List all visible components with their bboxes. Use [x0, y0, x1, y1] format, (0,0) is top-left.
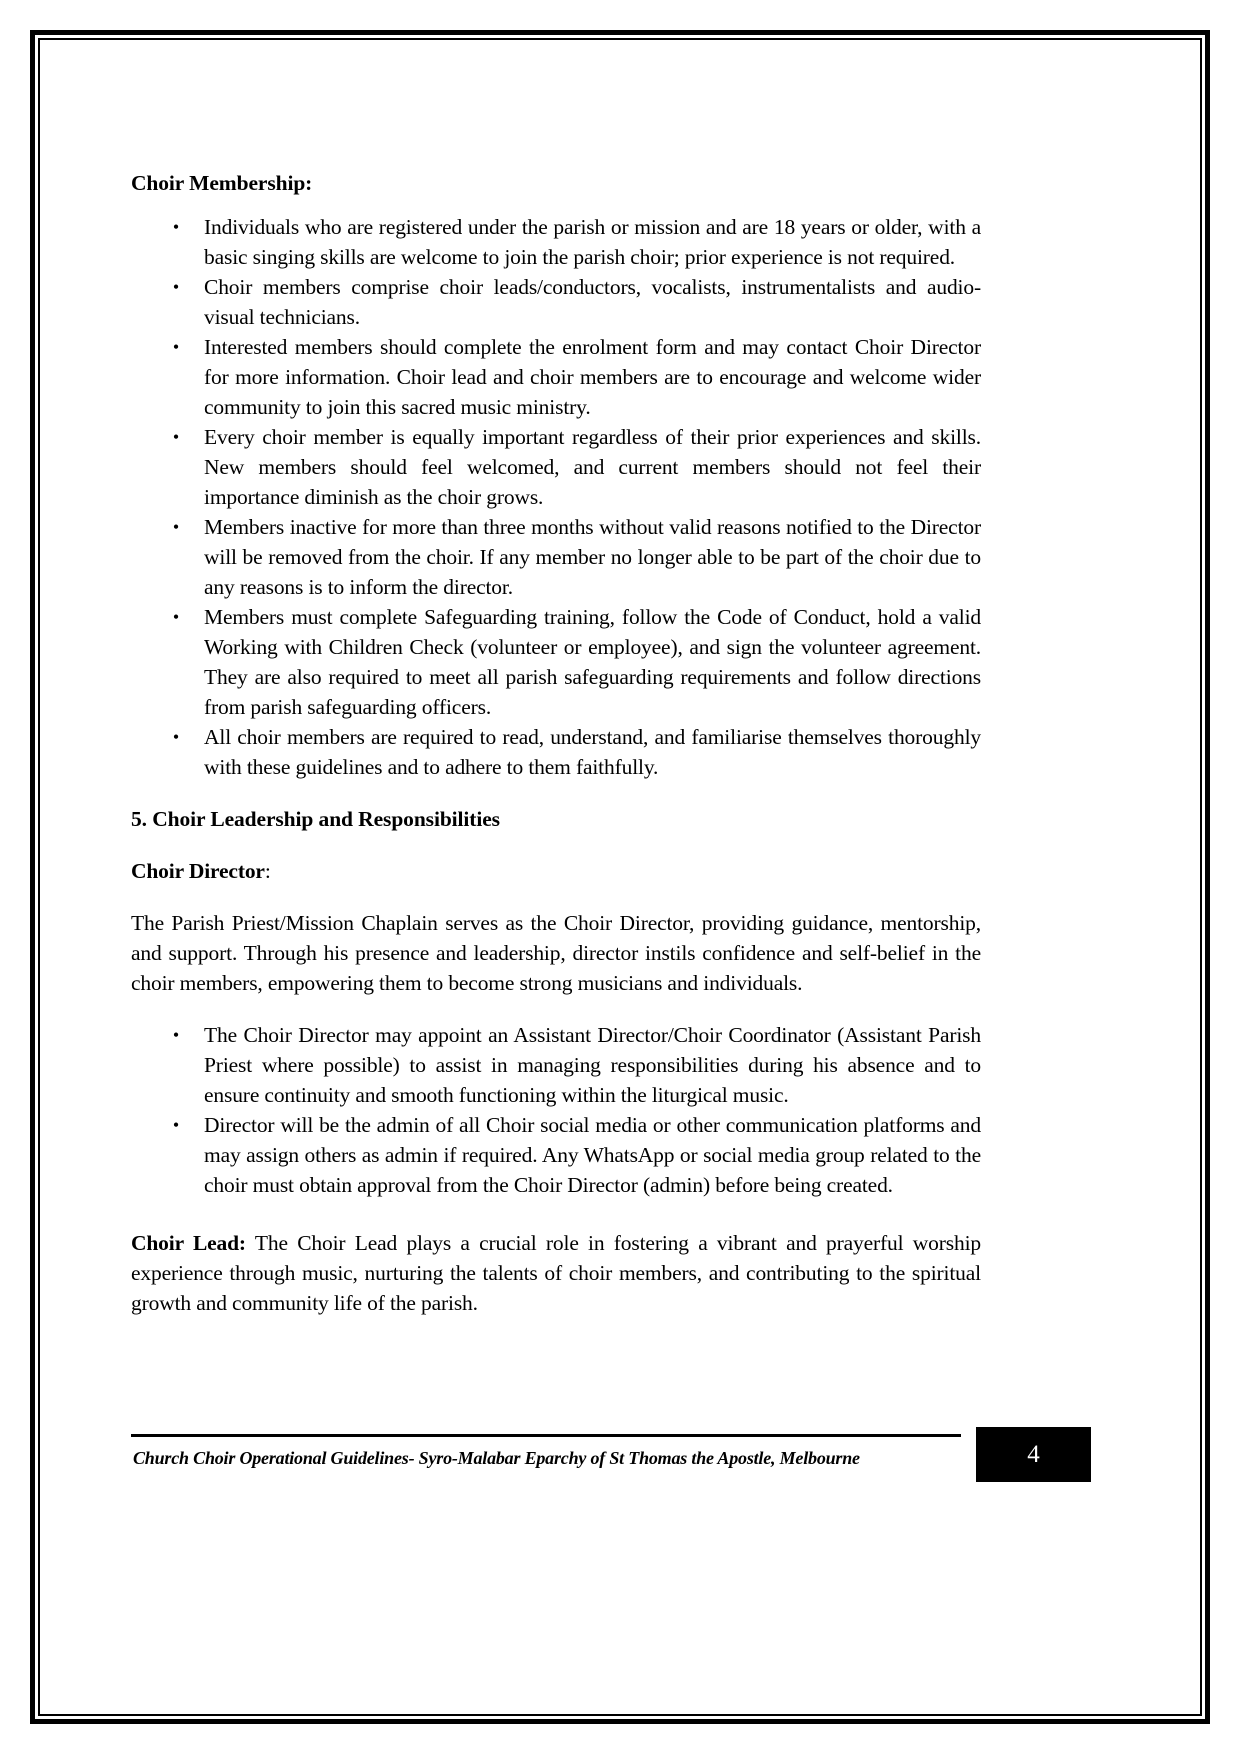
bullet-icon: •: [172, 277, 180, 297]
page-number-box: [976, 1427, 1091, 1482]
paragraph-choir-lead: [131, 1228, 981, 1318]
list-item-text: Choir members comprise choir leads/conductors, vocalists, instrumentalists and audio-visual technicians.: [204, 275, 981, 329]
list-item: [131, 602, 981, 722]
list-item-text: The Choir Director may appoint an Assistant Director/Choir Coordinator (Assistant Parish Priest where possible) to assist in managing responsibilities during his absence and to ensure continuity and smooth functioning within the liturgical music.: [204, 1023, 981, 1107]
bullet-icon: •: [172, 1115, 180, 1135]
choir-lead-body: The Choir Lead plays a crucial role in fostering a vibrant and prayerful worship experience through music, nurturing the talents of choir members, and contributing to the spiritual growth and community life of the parish.: [131, 1231, 981, 1315]
list-item-text: All choir members are required to read, understand, and familiarise themselves thoroughly with these guidelines and to adhere to them faithfully.: [204, 725, 981, 779]
list-item-text: Members must complete Safeguarding training, follow the Code of Conduct, hold a valid Working with Children Check (volunteer or employee), and sign the volunteer agreement. They are also required to meet all parish safeguarding requirements and follow directions from parish safeguarding officers.: [204, 605, 981, 719]
spacer: [131, 1200, 981, 1228]
bullet-icon: •: [172, 1025, 180, 1045]
page-number: 4: [1027, 1441, 1040, 1468]
choir-director-bullet-list: [131, 1020, 981, 1200]
page-content: [131, 168, 981, 1318]
spacer: [131, 198, 981, 212]
heading-choir-leadership: 5. Choir Leadership and Responsibilities: [131, 807, 500, 831]
heading-choir-director: [131, 856, 981, 886]
page-footer: [131, 1434, 1091, 1504]
list-item: [131, 1020, 981, 1110]
footer-caption: Church Choir Operational Guidelines- Syro-Malabar Eparchy of St Thomas the Apostle, Melbourne: [133, 1448, 860, 1468]
list-item: [131, 272, 981, 332]
list-item: [131, 332, 981, 422]
list-item: [131, 512, 981, 602]
bullet-icon: •: [172, 217, 180, 237]
list-item: [131, 212, 981, 272]
bullet-icon: •: [172, 607, 180, 627]
list-item-text: Every choir member is equally important regardless of their prior experiences and skills. New members should feel welcomed, and current members should not feel their importance diminish as the choir grows.: [204, 425, 981, 509]
list-item-text: Director will be the admin of all Choir social media or other communication platforms and may assign others as admin if required. Any WhatsApp or social media group related to the choir must obtain approval from the Choir Director (admin) before being created.: [204, 1113, 981, 1197]
paragraph-choir-director: The Parish Priest/Mission Chaplain serves as the Choir Director, providing guidance, mentorship, and support. Through his presence and leadership, director instils confidence and self-belief in the choir members, empowering them to become strong musicians and individuals.: [131, 911, 981, 995]
list-item: [131, 422, 981, 512]
spacer: [131, 886, 981, 908]
heading-choir-director-colon: :: [264, 859, 271, 883]
choir-membership-bullet-list: [131, 212, 981, 782]
choir-lead-label: Choir Lead:: [131, 1231, 246, 1255]
bullet-icon: •: [172, 727, 180, 747]
bullet-icon: •: [172, 337, 180, 357]
bullet-icon: •: [172, 517, 180, 537]
list-item-text: Individuals who are registered under the parish or mission and are 18 years or older, with a basic singing skills are welcome to join the parish choir; prior experience is not required.: [204, 215, 981, 269]
footer-divider: [131, 1434, 961, 1437]
spacer: [131, 834, 981, 856]
list-item-text: Members inactive for more than three months without valid reasons notified to the Director will be removed from the choir. If any member no longer able to be part of the choir due to any reasons is to inform the director.: [204, 515, 981, 599]
list-item: [131, 1110, 981, 1200]
bullet-icon: •: [172, 427, 180, 447]
spacer: [131, 782, 981, 804]
list-item: [131, 722, 981, 782]
spacer: [131, 998, 981, 1020]
heading-choir-director-label: Choir Director: [131, 859, 265, 883]
list-item-text: Interested members should complete the enrolment form and may contact Choir Director for more information. Choir lead and choir members are to encourage and welcome wider community to join this sacred music ministry.: [204, 335, 981, 419]
heading-choir-membership: Choir Membership:: [131, 171, 313, 195]
